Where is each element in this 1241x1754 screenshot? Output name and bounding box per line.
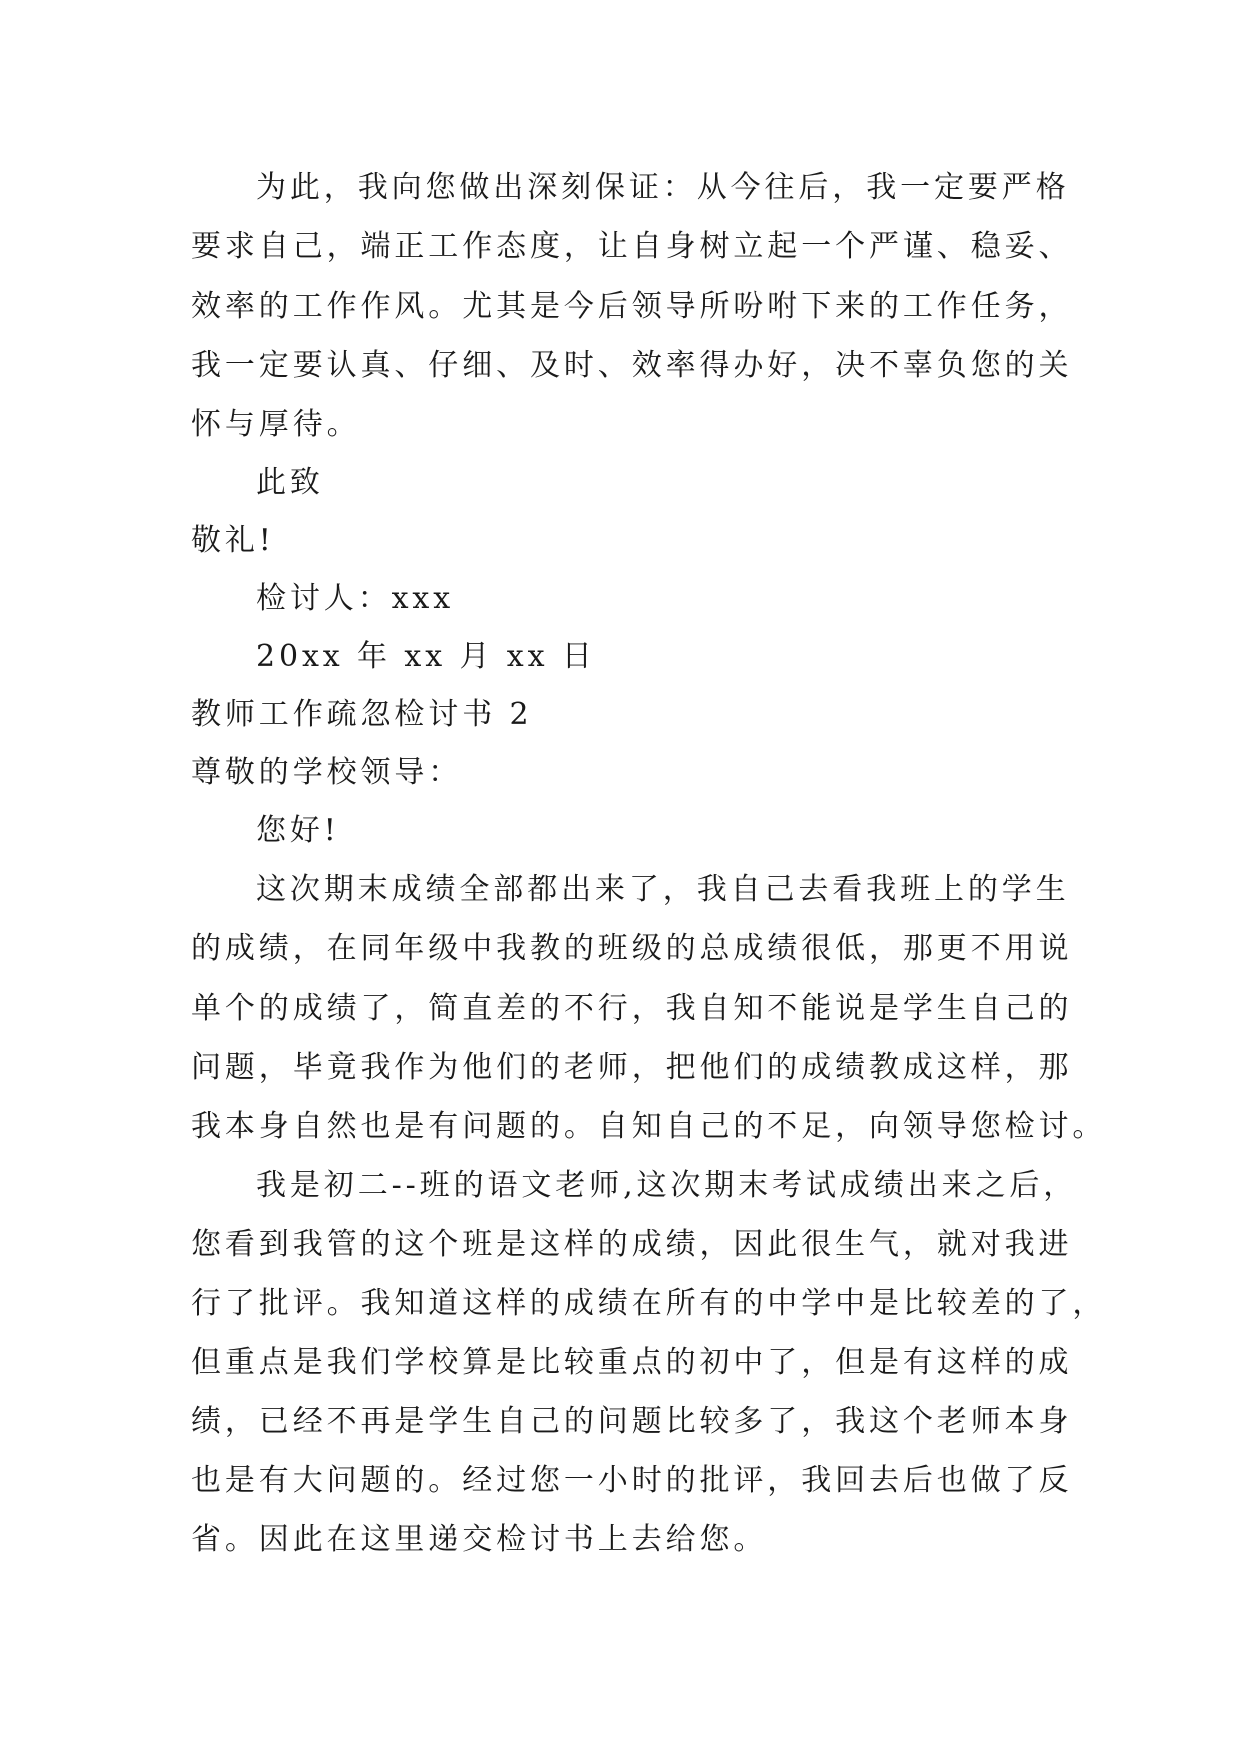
text-line: 为此，我向您做出深刻保证：从今往后，我一定要严格 [256, 170, 1070, 205]
closing-phrase: 此致 [256, 465, 324, 500]
section-title: 教师工作疏忽检讨书 2 [191, 697, 533, 732]
salutation: 敬礼! [191, 523, 275, 558]
text-line: 的成绩，在同年级中我教的班级的总成绩很低，那更不用说 [191, 931, 1073, 966]
text-line: 我是初二--班的语文老师,这次期末考试成绩出来之后， [256, 1168, 1078, 1203]
greeting: 您好! [256, 813, 340, 848]
text-line: 绩，已经不再是学生自己的问题比较多了，我这个老师本身 [191, 1404, 1073, 1439]
text-line: 这次期末成绩全部都出来了，我自己去看我班上的学生 [256, 872, 1070, 907]
text-line: 您看到我管的这个班是这样的成绩，因此很生气，就对我进 [191, 1227, 1073, 1262]
text-line: 我本身自然也是有问题的。自知自己的不足，向领导您检讨。 [191, 1109, 1107, 1144]
text-line: 我一定要认真、仔细、及时、效率得办好，决不辜负您的关 [191, 348, 1073, 383]
text-line: 问题，毕竟我作为他们的老师，把他们的成绩教成这样，那 [191, 1050, 1073, 1085]
date-line: 20xx 年 xx 月 xx 日 [256, 639, 596, 674]
text-line: 怀与厚待。 [191, 407, 361, 442]
text-line: 但重点是我们学校算是比较重点的初中了，但是有这样的成 [191, 1345, 1073, 1380]
text-line: 效率的工作作风。尤其是今后领导所吩咐下来的工作任务， [191, 289, 1073, 324]
text-line: 行了批评。我知道这样的成绩在所有的中学中是比较差的了， [191, 1286, 1107, 1321]
text-line: 要求自己，端正工作态度，让自身树立起一个严谨、稳妥、 [191, 229, 1073, 264]
text-line: 单个的成绩了，简直差的不行，我自知不能说是学生自己的 [191, 991, 1073, 1026]
signature-line: 检讨人：xxx [256, 581, 455, 616]
text-line: 也是有大问题的。经过您一小时的批评，我回去后也做了反 [191, 1463, 1073, 1498]
text-line: 省。因此在这里递交检讨书上去给您。 [191, 1522, 768, 1557]
greeting-recipient: 尊敬的学校领导： [191, 755, 463, 790]
